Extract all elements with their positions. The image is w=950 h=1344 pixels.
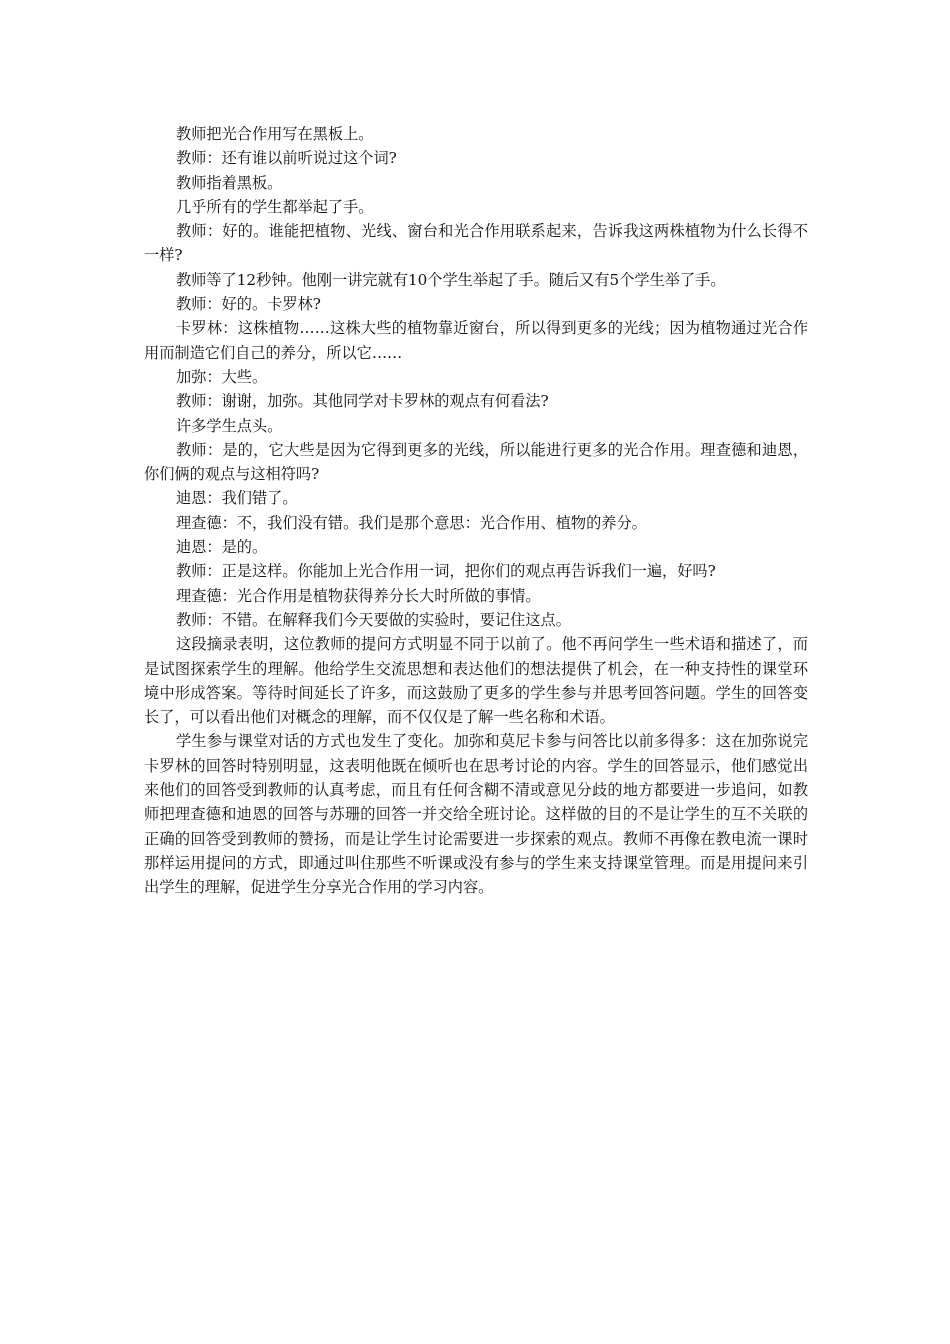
- paragraph-teacher-points-board: 教师指着黑板。: [176, 173, 283, 192]
- paragraph-dean-wrong: 迪恩：我们错了。: [176, 489, 298, 508]
- paragraph-richard-restate: 理查德：光合作用是植物获得养分长大时所做的事情。: [176, 586, 541, 605]
- paragraph-teacher-writes-board: 教师把光合作用写在黑板上。: [176, 125, 374, 143]
- document-body: [144, 122, 808, 900]
- paragraph-jiami-answer: 加弥：大些。: [176, 367, 268, 386]
- paragraph-dean-yes: 迪恩：是的。: [176, 538, 268, 557]
- paragraph-teacher-restate: 教师：正是这样。你能加上光合作用一词，把你们的观点再告诉我们一遍，好吗?: [176, 562, 716, 581]
- paragraph-teacher-question-plants: 教师：好的。谁能把植物、光线、窗台和光合作用联系起来，告诉我这两株植物为什么长得不一样?: [144, 222, 808, 265]
- paragraph-caroline-answer: 卡罗林：这株植物……这株大些的植物靠近窗台，所以得到更多的光线；因为植物通过光合作用而制造它们自己的养分，所以它……: [144, 319, 808, 362]
- paragraph-teacher-good: 教师：不错。在解释我们今天要做的实验时，要记住这点。: [176, 610, 571, 629]
- paragraph-teacher-calls-caroline: 教师：好的。卡罗林?: [176, 295, 321, 314]
- paragraph-students-raise-hands: 几乎所有的学生都举起了手。: [176, 197, 374, 216]
- paragraph-analysis-questioning: 这段摘录表明，这位教师的提问方式明显不同于以前了。他不再问学生一些术语和描述了，而是试图探索学生的理解。他给学生交流思想和表达他们的想法提供了机会，在一种支持性的课堂环境中形成答案。等待时间延长了许多，而这鼓励了更多的学生参与并思考回答问题。学生的回答变长了，可以看出他们对概念的理解，而不仅仅是了解一些名称和术语。: [144, 635, 808, 727]
- paragraph-teacher-thanks: 教师：谢谢，加弥。其他同学对卡罗林的观点有何看法?: [176, 392, 549, 411]
- paragraph-analysis-participation: 学生参与课堂对话的方式也发生了变化。加弥和莫尼卡参与问答比以前多得多：这在加弥说完卡罗林的回答时特别明显，这表明他既在倾听也在思考讨论的内容。学生的回答显示，他们感觉出来他们的回答受到教师的认真考虑，而且有任何含糊不清或意见分歧的地方都要进一步追问，如教师把理查德和迪恩的回答与苏珊的回答一并交给全班讨论。这样做的目的不是让学生的互不关联的正确的回答受到教师的赞扬，而是让学生讨论需要进一步探索的观点。教师不再像在教电流一课时那样运用提问的方式，即通过叫住那些不听课或没有参与的学生来支持课堂管理。而是用提问来引出学生的理解，促进学生分享光合作用的学习内容。: [144, 732, 808, 897]
- paragraph-teacher-asks-heard-word: 教师：还有谁以前听说过这个词?: [176, 149, 397, 168]
- paragraph-teacher-confirms: 教师：是的，它大些是因为它得到更多的光线，所以能进行更多的光合作用。理查德和迪恩，你们俩的观点与这相符吗?: [144, 440, 808, 484]
- paragraph-students-nod: 许多学生点头。: [176, 416, 283, 435]
- paragraph-richard-not-wrong: 理查德：不，我们没有错。我们是那个意思：光合作用、植物的养分。: [176, 513, 647, 532]
- paragraph-wait-time: 教师等了12秒钟。他刚一讲完就有10个学生举起了手。随后又有5个学生举了手。: [176, 270, 726, 289]
